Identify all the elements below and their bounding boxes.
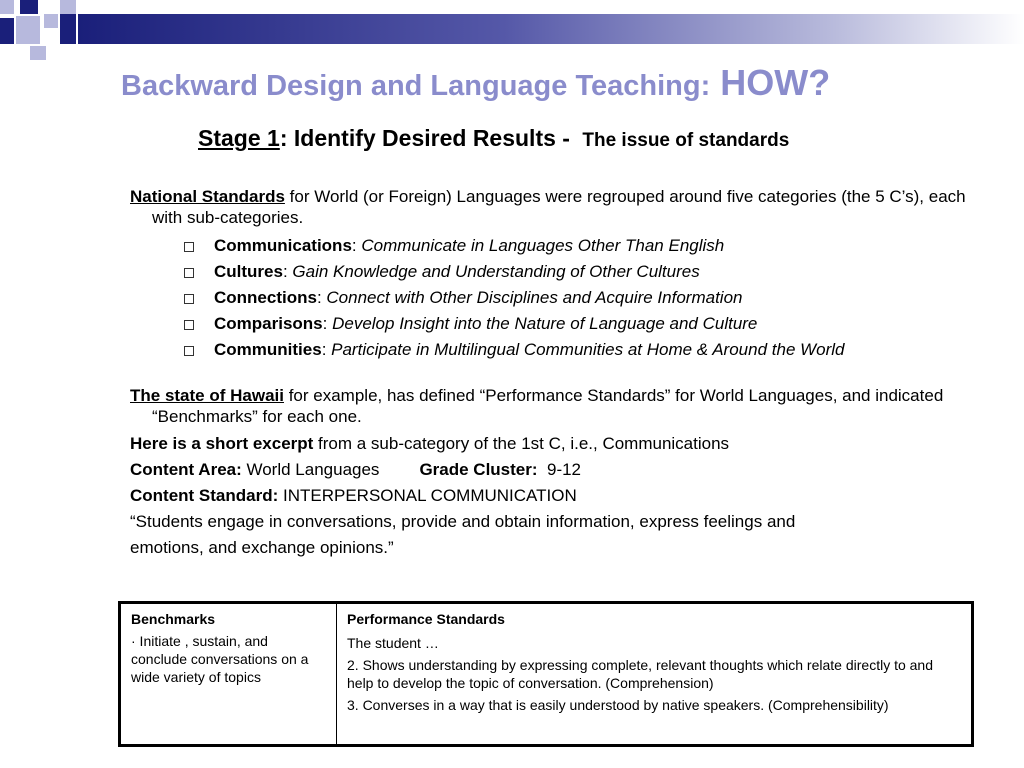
square-bullet-icon	[184, 346, 194, 356]
square-bullet-icon	[184, 294, 194, 304]
grade-cluster-value: 9-12	[546, 460, 582, 479]
title-emphasis: HOW?	[720, 62, 831, 103]
slide-subtitle	[198, 125, 789, 152]
header-gradient-bar	[78, 14, 1024, 44]
content-standard-line	[130, 483, 970, 509]
content-area-label: Content Area:	[130, 460, 242, 479]
table-row	[120, 603, 973, 746]
subtitle-dash: -	[555, 125, 577, 151]
list-item: Connections: Connect with Other Disciplines and Acquire Information	[182, 285, 970, 311]
category-desc: Develop Insight into the Nature of Language and Culture	[332, 314, 758, 333]
excerpt-text: , i.e., Communications	[560, 434, 730, 453]
header-square	[30, 46, 46, 60]
category-desc: Participate in Multilingual Communities at Home & Around the World	[331, 340, 845, 359]
performance-item: The student …	[347, 635, 439, 651]
square-bullet-icon	[184, 320, 194, 330]
category-name: Communities	[214, 340, 322, 359]
category-desc: Connect with Other Disciplines and Acquire Information	[326, 288, 743, 307]
national-standards-paragraph	[130, 186, 970, 228]
performance-standards-header: Performance Standards	[347, 611, 505, 627]
hawaii-paragraph	[130, 385, 970, 427]
header-square	[0, 0, 14, 14]
national-standards-text: for World (or Foreign) Languages were regrouped around five categories (the 5 C’s), each with sub-categories.	[152, 187, 966, 227]
slide-title	[121, 62, 830, 104]
list-item: Communications: Communicate in Languages Other Than English	[182, 233, 970, 259]
content-area-line	[130, 457, 970, 483]
content-standard-label: Content Standard:	[130, 486, 279, 505]
header-square	[16, 16, 40, 44]
list-item: Communities: Participate in Multilingual Communities at Home & Around the World	[182, 337, 970, 363]
title-main: Backward Design and Language Teaching:	[121, 70, 711, 102]
performance-standards-cell	[337, 603, 973, 746]
category-name: Connections	[214, 288, 317, 307]
category-desc: Gain Knowledge and Understanding of Other Cultures	[292, 262, 700, 281]
performance-item: 3. Converses in a way that is easily understood by native speakers. (Comprehensibility)	[347, 697, 889, 713]
performance-item: 2. Shows understanding by expressing complete, relevant thoughts which relate directly to and help to develop the topic of conversation. (Comprehension)	[347, 657, 934, 691]
slide-body	[130, 186, 970, 561]
square-bullet-icon	[184, 242, 194, 252]
benchmarks-table	[118, 601, 974, 747]
header-square	[20, 0, 38, 14]
content-area-value: World Languages	[241, 460, 380, 479]
category-name: Communications	[214, 236, 352, 255]
quote-line-1: “Students engage in conversations, provide and obtain information, express feelings and	[130, 512, 796, 531]
excerpt-link: from a sub-category of the 1st C	[313, 434, 561, 453]
list-item: Cultures: Gain Knowledge and Understanding of Other Cultures	[182, 259, 970, 285]
grade-cluster-label: Grade Cluster:	[419, 460, 538, 479]
header-square	[60, 0, 76, 14]
excerpt-label: Here is a short excerpt	[130, 434, 314, 453]
national-standards-label: National Standards	[130, 187, 285, 206]
spacer	[130, 363, 970, 385]
subtitle-rest: : Identify Desired Results	[279, 125, 556, 151]
category-desc: Communicate in Languages Other Than English	[361, 236, 725, 255]
content-standard-value: INTERPERSONAL COMMUNICATION	[278, 486, 577, 505]
header-square	[0, 18, 14, 44]
list-item: Comparisons: Develop Insight into the Nature of Language and Culture	[182, 311, 970, 337]
benchmark-text: · Initiate , sustain, and conclude conversations on a wide variety of topics	[131, 633, 309, 685]
header-square	[44, 14, 58, 28]
category-name: Comparisons	[214, 314, 323, 333]
square-bullet-icon	[184, 268, 194, 278]
category-name: Cultures	[214, 262, 283, 281]
header-square	[60, 14, 76, 44]
benchmarks-header: Benchmarks	[131, 611, 216, 627]
subtitle-stage: Stage 1	[198, 125, 280, 151]
categories-list	[130, 233, 970, 363]
hawaii-label: The state of Hawaii	[130, 386, 284, 405]
subtitle-issue: The issue of standards	[582, 130, 790, 151]
benchmarks-cell	[120, 603, 337, 746]
hawaii-text: for example, has defined “Performance Standards” for World Languages, and indicated “Benchmarks” for each one.	[152, 386, 944, 426]
quote-line-2: emotions, and exchange opinions.”	[130, 538, 394, 557]
excerpt-line	[130, 431, 970, 457]
